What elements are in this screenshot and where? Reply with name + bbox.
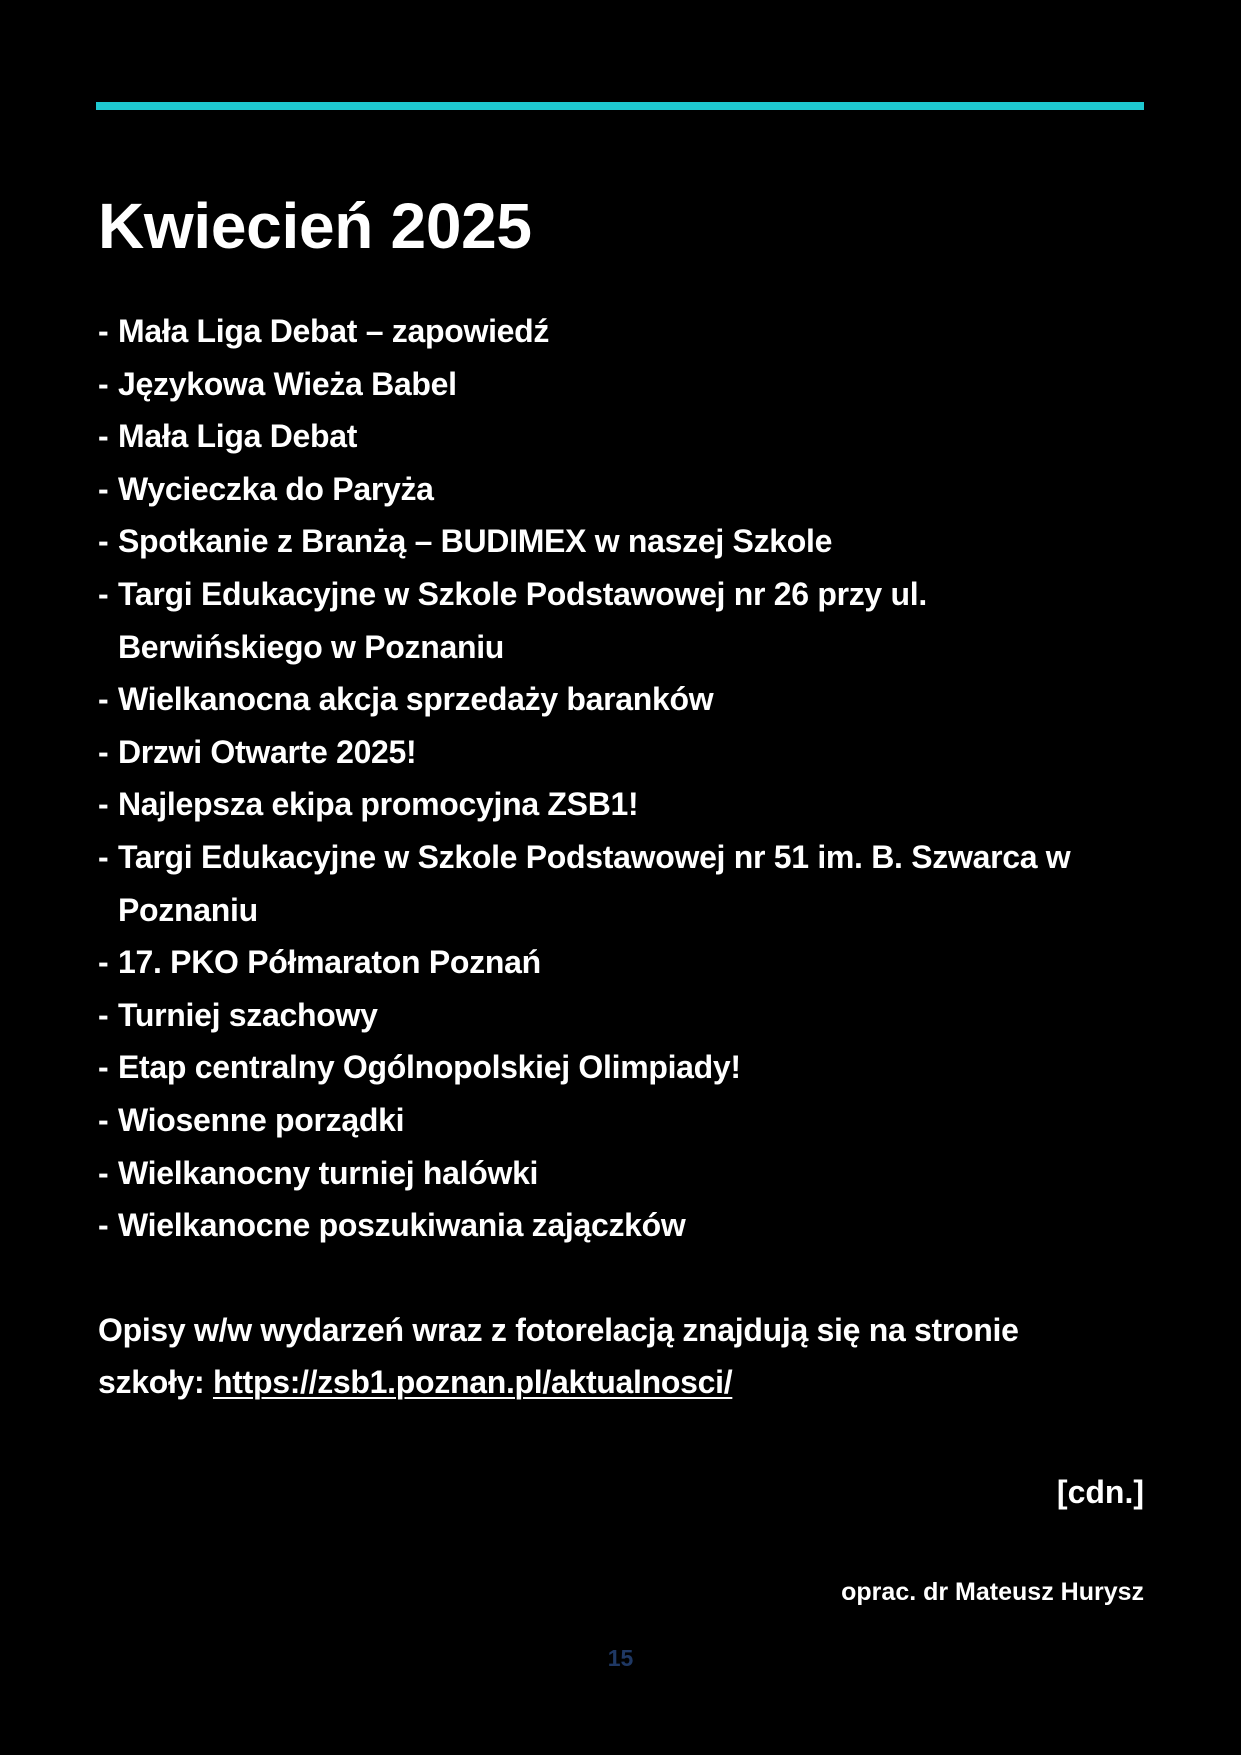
- event-title: - Najlepsza ekipa promocyjna ZSB1!: [118, 786, 639, 823]
- event-title: - Mała Liga Debat: [118, 418, 358, 455]
- event-title: - Turniej szachowy: [118, 996, 378, 1033]
- event-item: [98, 1199, 1144, 1252]
- newsletter-content: [98, 190, 1144, 1408]
- event-title: - 17. PKO Półmaraton Poznań: [118, 944, 541, 981]
- event-item: [98, 358, 1144, 411]
- event-title: - Wielkanocny turniej halówki: [118, 1154, 539, 1191]
- event-item: [98, 989, 1144, 1042]
- event-item: [98, 568, 1144, 673]
- event-title: - Wielkanocne poszukiwania zajączków: [118, 1207, 686, 1244]
- event-item: [98, 305, 1144, 358]
- event-title: - Targi Edukacyjne w Szkole Podstawowej nr 51 im. B. Szwarca w: [118, 838, 1071, 875]
- event-title: - Etap centralny Ogólnopolskiej Olimpiady!: [118, 1049, 741, 1086]
- author-credit: oprac. dr Mateusz Hurysz: [841, 1578, 1144, 1606]
- description-line-1: Opisy w/w wydarzeń wraz z fotorelacją znajdują się na stronie: [98, 1311, 1019, 1348]
- event-title-continued: Berwińskiego w Poznaniu: [118, 628, 505, 665]
- event-item: [98, 515, 1144, 568]
- event-item: [98, 1041, 1144, 1094]
- event-title: - Wielkanocna akcja sprzedaży baranków: [118, 681, 714, 718]
- event-item: [98, 831, 1144, 936]
- event-title-continued: Poznaniu: [118, 891, 258, 928]
- events-list: [98, 305, 1144, 1252]
- school-news-link[interactable]: https://zsb1.poznan.pl/aktualnosci/: [212, 1363, 733, 1400]
- event-item: [98, 463, 1144, 516]
- event-item: [98, 1147, 1144, 1200]
- description: [98, 1304, 1144, 1408]
- continuation-marker: [cdn.]: [1056, 1474, 1144, 1510]
- event-title: - Wiosenne porządki: [118, 1101, 405, 1138]
- event-item: [98, 673, 1144, 726]
- event-title: - Wycieczka do Paryża: [118, 470, 434, 507]
- event-title: - Językowa Wieża Babel: [118, 365, 457, 402]
- event-item: [98, 778, 1144, 831]
- month-title: Kwiecień 2025: [98, 190, 532, 262]
- event-title: - Mała Liga Debat – zapowiedź: [118, 313, 550, 349]
- page-number: 15: [607, 1645, 634, 1671]
- event-title: - Spotkanie z Branżą – BUDIMEX w naszej Szkole: [118, 523, 833, 560]
- event-item: [98, 410, 1144, 463]
- event-title: - Targi Edukacyjne w Szkole Podstawowej nr 26 przy ul.: [118, 575, 927, 612]
- event-item: [98, 1094, 1144, 1147]
- description-line-2-prefix: szkoły:: [98, 1363, 213, 1400]
- event-item: [98, 726, 1144, 779]
- top-accent-rule: [96, 102, 1144, 110]
- event-title: - Drzwi Otwarte 2025!: [118, 733, 417, 770]
- event-item: [98, 936, 1144, 989]
